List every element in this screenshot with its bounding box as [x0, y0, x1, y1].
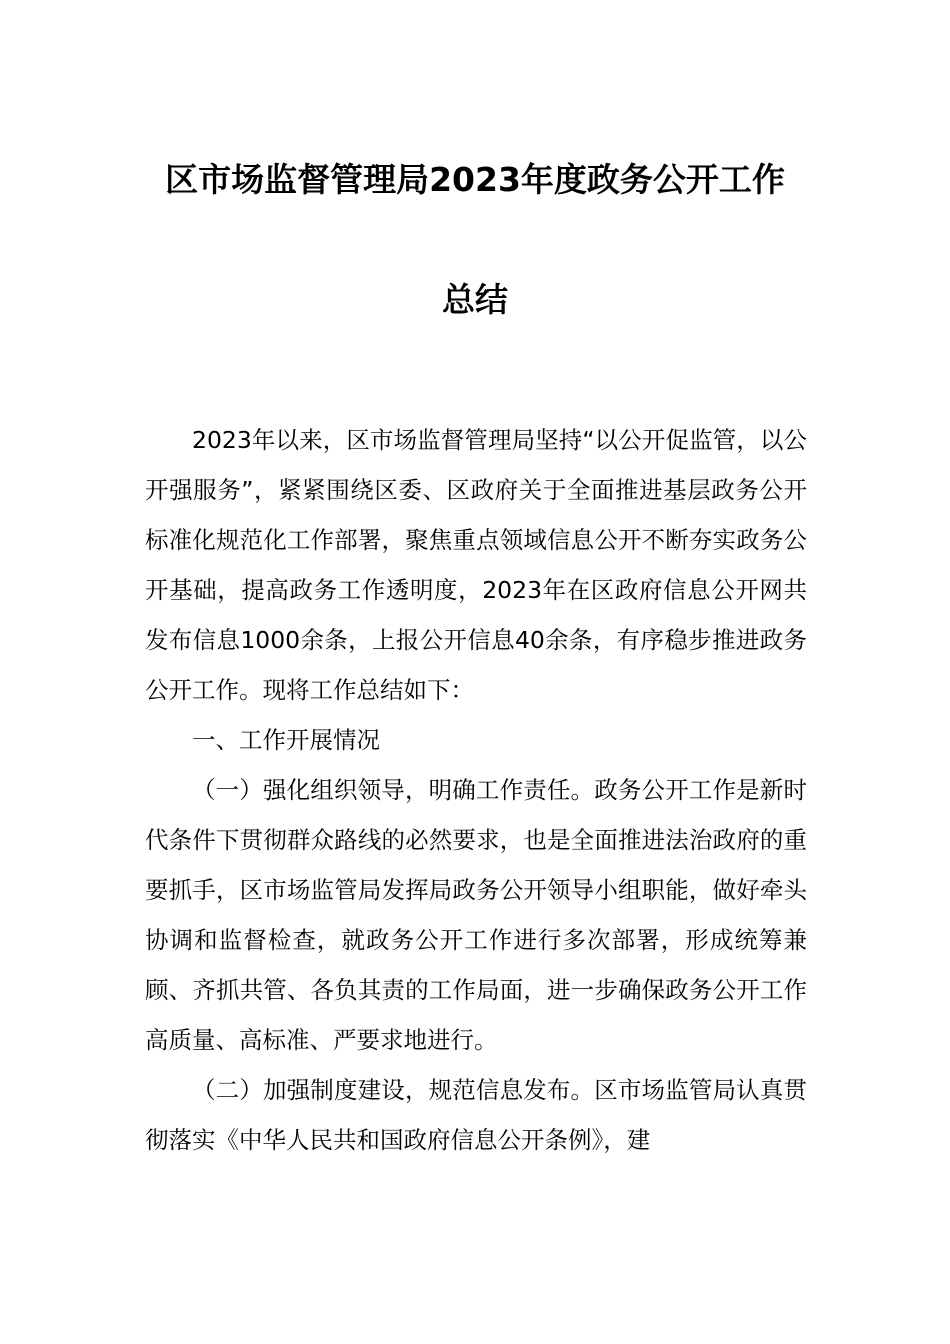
document-title-line-2: 总结 [442, 280, 508, 319]
section-heading-1: 一、工作开展情况 [192, 726, 380, 754]
document-title-line-1: 区市场监督管理局2023年度政务公开工作 [165, 160, 785, 199]
document-body [145, 415, 807, 1165]
subsection-paragraph-2: （二）加强制度建设，规范信息发布。区市场监管局认真贯彻落实《中华人民共和国政府信息公开条例》，建 [145, 1076, 807, 1154]
subsection-paragraph-1: （一）强化组织领导，明确工作责任。政务公开工作是新时代条件下贯彻群众路线的必然要求，也是全面推进法治政府的重要抓手，区市场监管局发挥局政务公开领导小组职能，做好牵头协调和监督检查，就政务公开工作进行多次部署，形成统筹兼顾、齐抓共管、各负其责的工作局面，进一步确保政务公开工作高质量、高标准、严要求地进行。 [145, 776, 807, 1054]
intro-paragraph: 2023年以来，区市场监督管理局坚持“以公开促监管，以公开强服务”，紧紧围绕区委、区政府关于全面推进基层政务公开标准化规范化工作部署，聚焦重点领域信息公开不断夯实政务公开基础，提高政务工作透明度，2023年在区政府信息公开网共发布信息1000余条，上报公开信息40余条，有序稳步推进政务公开工作。现将工作总结如下： [145, 426, 807, 704]
